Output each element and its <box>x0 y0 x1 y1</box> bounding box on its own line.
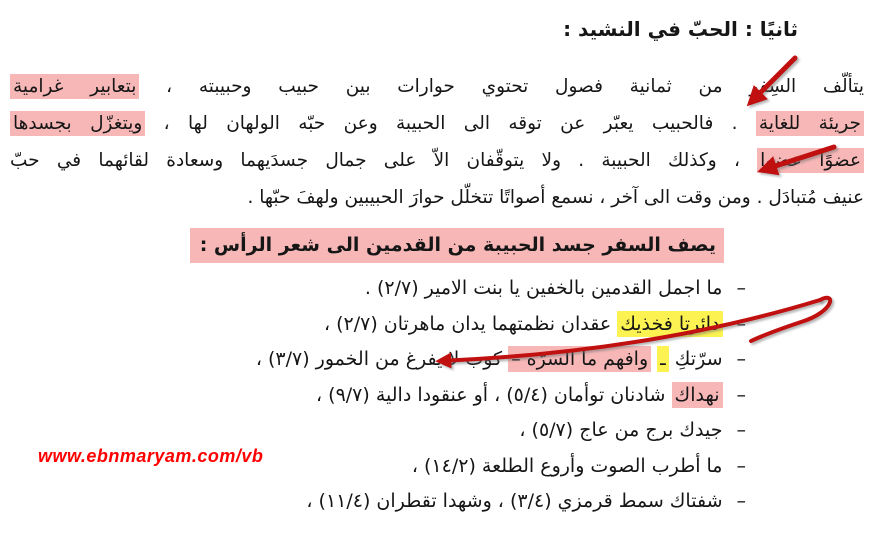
list-item <box>0 342 876 378</box>
highlighted-text: ـ <box>657 346 669 372</box>
subtitle-row <box>0 228 876 263</box>
subtitle-banner: يصف السفر جسد الحبيبة من القدمين الى شعر الرأس : <box>190 228 724 263</box>
intro-paragraph <box>0 68 876 216</box>
text-segment: ، وكذلك الحبيبة . ولا يتوقّفان الاّ على جمال جسدَيهما وسعادة لقائهما في حبّ <box>10 150 758 171</box>
watermark-url: www.ebnmaryam.com/vb <box>38 446 264 466</box>
highlighted-text: وافهم ما السرّة – <box>508 346 651 372</box>
item-dash: – <box>736 419 746 441</box>
paragraph-line <box>10 105 864 142</box>
item-dash: – <box>736 312 746 335</box>
highlighted-text: بتعابير غرامية <box>10 74 139 99</box>
section-title: ثانيًا : الحبّ في النشيد : <box>563 17 798 41</box>
text-segment: ما اجمل القدمين بالخفين يا بنت الامير (٢/٧) . <box>364 277 723 299</box>
text-segment: جيدك برج من عاج (٥/٧) ، <box>519 419 723 441</box>
highlighted-text: جريئة للغاية <box>756 111 864 136</box>
text-segment: شادنان توأمان (٥/٤) ، أو عنقودا دالية (٩/٧) ، <box>315 383 672 406</box>
list-item <box>0 484 876 520</box>
list-item <box>0 378 876 414</box>
list-item <box>0 413 876 449</box>
highlighted-text: نهداك <box>672 382 723 408</box>
paragraph-line <box>10 68 864 105</box>
item-dash: – <box>736 454 746 477</box>
text-segment: ما أطرب الصوت وأروع الطلعة (١٤/٢) ، <box>411 454 723 477</box>
text-segment: سرّتكِ <box>668 348 723 370</box>
list-item <box>0 271 876 307</box>
paragraph-line <box>10 179 864 216</box>
text-segment: عقدان نظمتهما يدان ماهرتان (٢/٧) ، <box>323 312 618 335</box>
item-dash: – <box>736 383 746 406</box>
text-segment: . فالحبيب يعبّر عن توقه الى الحبيبة وعن حبّه الولهان لها ، <box>145 113 756 134</box>
list-item <box>0 307 876 343</box>
text-segment: كوب لا يفرغ من الخمور (٣/٧) ، <box>255 348 509 370</box>
text-segment: يتألّف السِفر من ثمانية فصول تحتوي حوارات بين حبيب وحبيبته ، <box>139 76 865 97</box>
highlighted-text: ويتغزّل بجسدها <box>10 111 145 136</box>
text-segment: شفتاك سمط قرمزي (٣/٤) ، وشهدا تقطران (١١/٤) ، <box>306 490 723 512</box>
item-dash: – <box>736 277 746 299</box>
highlighted-text: عضوًا عضوا <box>757 148 864 173</box>
item-dash: – <box>736 348 746 370</box>
paragraph-line <box>10 142 864 179</box>
text-segment: عنيف مُتبادَل . ومن وقت الى آخر ، نسمع أصواتًا تتخلّل حوارَ الحبيبين ولهفَ حبّها . <box>247 187 864 208</box>
highlighted-text: دائرتا فخذيك <box>617 311 722 337</box>
verse-list <box>0 271 876 520</box>
item-dash: – <box>736 490 746 512</box>
